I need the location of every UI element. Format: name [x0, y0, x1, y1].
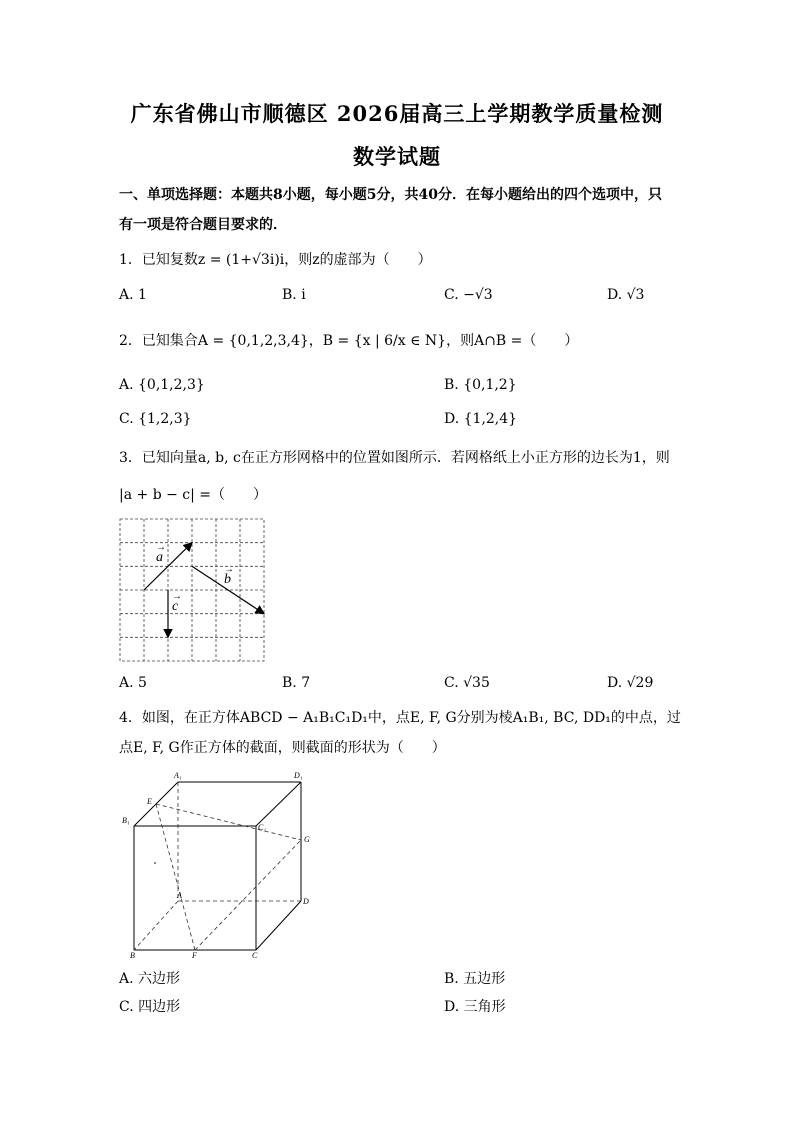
- question-4-stem-line1: 4．如图，在正方体ABCD − A₁B₁C₁D₁中，点E, F, G分别为棱A₁B₁, BC, DD₁的中点，过: [119, 710, 681, 726]
- label-A1: A₁: [174, 771, 182, 780]
- q1-option-a: A. 1: [119, 287, 147, 303]
- cube-solid-edges: [134, 782, 301, 950]
- q1-option-c: C. −√3: [444, 287, 493, 303]
- q3-option-b: B. 7: [282, 675, 311, 691]
- label-B1: B₁: [122, 816, 130, 825]
- svg-text:→: →: [224, 564, 234, 575]
- label-G: G: [304, 835, 310, 844]
- svg-text:→: →: [172, 591, 182, 602]
- label-C: C: [252, 951, 258, 960]
- cube-hidden-edges: [134, 782, 301, 950]
- q3-option-a: A. 5: [119, 675, 147, 691]
- question-1-stem: 1．已知复数z = (1+√3i)i，则z的虚部为（ ）: [119, 252, 432, 268]
- label-B: B: [130, 951, 135, 960]
- question-3-stem-line2: |a + b − c| =（ ）: [119, 487, 268, 503]
- q3-option-c: C. √35: [444, 675, 490, 691]
- vector-b-label: b: [224, 572, 231, 587]
- q4-option-c: C. 四边形: [119, 999, 181, 1015]
- q1-option-b: B. i: [282, 287, 306, 303]
- q4-option-a: A. 六边形: [119, 971, 181, 987]
- label-D: D: [303, 897, 309, 906]
- question-2-stem: 2．已知集合A = {0,1,2,3,4}，B = {x | 6/x ∈ N}，则A∩B =（ ）: [119, 333, 579, 349]
- grid-lines: [120, 519, 264, 661]
- cube-figure: [118, 768, 318, 960]
- question-4-stem-line2: 点E, F, G作正方体的截面，则截面的形状为（ ）: [119, 740, 446, 756]
- label-C1: C₁: [258, 823, 267, 832]
- vector-grid-figure: [118, 517, 266, 664]
- label-A: A: [177, 891, 182, 900]
- q1-option-d: D. √3: [607, 287, 645, 303]
- q4-option-d: D. 三角形: [444, 999, 506, 1015]
- label-E: E: [147, 797, 152, 806]
- svg-text:→: →: [156, 542, 166, 553]
- q3-option-d: D. √29: [607, 675, 654, 691]
- q2-option-c: C. {1,2,3}: [119, 411, 192, 427]
- q4-option-b: B. 五边形: [444, 971, 506, 987]
- q2-option-d: D. {1,2,4}: [444, 411, 518, 427]
- question-3-stem-line1: 3．已知向量a, b, c在正方形网格中的位置如图所示．若网格纸上小正方形的边长为1，则: [119, 450, 670, 466]
- label-D1: D₁: [294, 771, 303, 780]
- vector-c-label: c: [172, 599, 179, 614]
- q2-option-b: B. {0,1,2}: [444, 377, 517, 393]
- section-heading-line1: 一、单项选择题：本题共8小题，每小题5分，共40分．在每小题给出的四个选项中，只: [119, 187, 662, 203]
- q2-option-a: A. {0,1,2,3}: [119, 377, 205, 393]
- label-F: F: [192, 951, 197, 960]
- page-title: 广东省佛山市顺德区 2026届高三上学期教学质量检测: [130, 101, 664, 126]
- vector-a-label: a: [156, 550, 163, 565]
- page-subtitle: 数学试题: [353, 144, 441, 169]
- section-heading-line2: 有一项是符合题目要求的．: [119, 217, 287, 233]
